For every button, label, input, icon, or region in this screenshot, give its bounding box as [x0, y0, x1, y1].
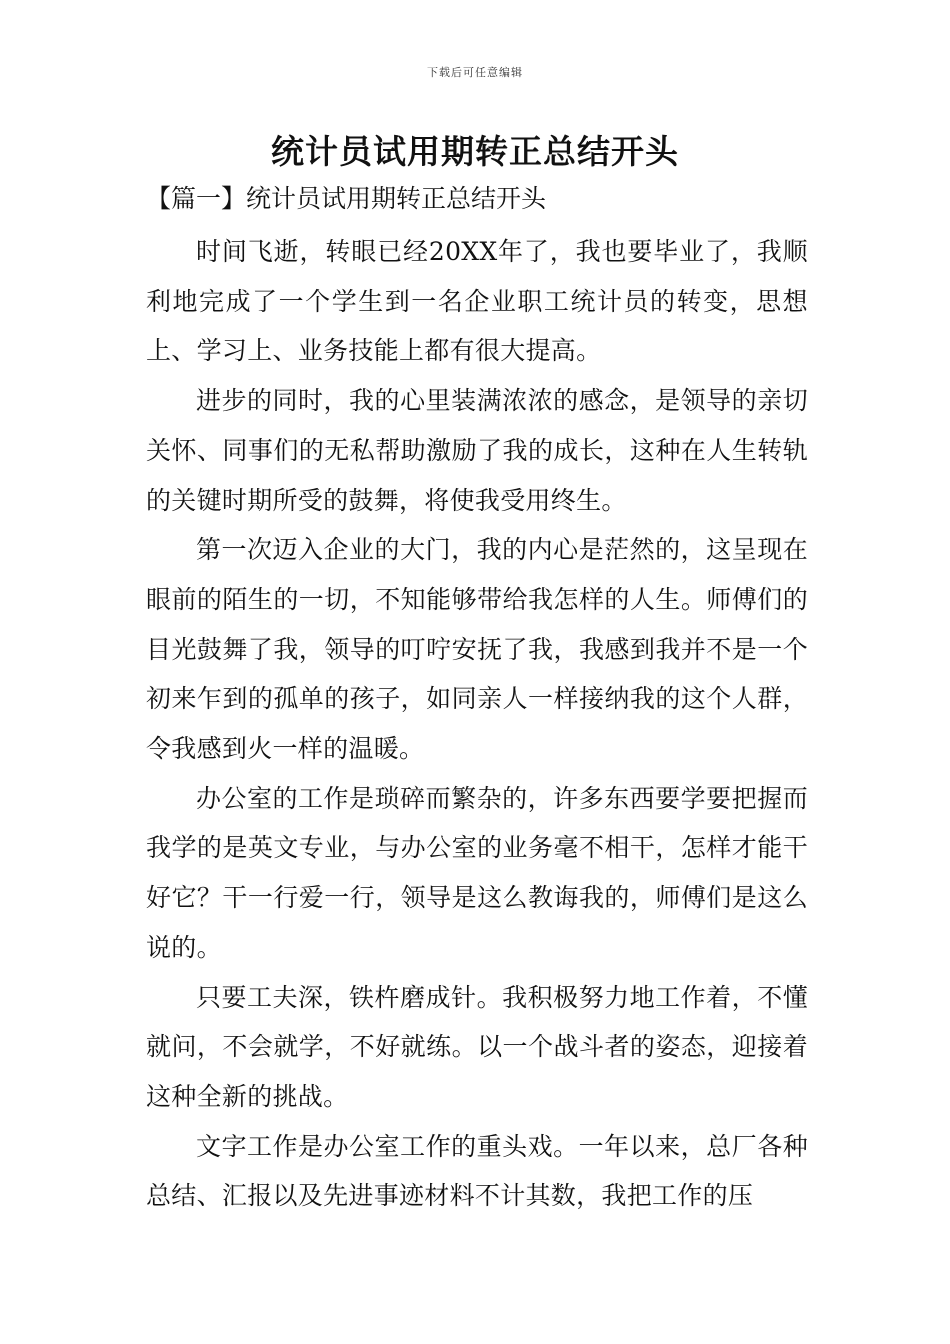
paragraph: 办公室的工作是琐碎而繁杂的，许多东西要学要把握而我学的是英文专业，与办公室的业务毫不相干，怎样才能干好它？干一行爱一行，领导是这么教诲我的，师傅们是这么说的。 [146, 783, 808, 962]
paragraph: 第一次迈入企业的大门，我的内心是茫然的，这呈现在眼前的陌生的一切，不知能够带给我怎样的人生。师傅们的目光鼓舞了我，领导的叮咛安抚了我，我感到我并不是一个初来乍到的孤单的孩子，如同亲人一样接纳我的这个人群，令我感到火一样的温暖。 [146, 535, 808, 764]
header-note: 下载后可任意编辑 [427, 66, 523, 79]
paragraph: 进步的同时，我的心里装满浓浓的感念，是领导的亲切关怀、同事们的无私帮助激励了我的成长，这种在人生转轨的关键时期所受的鼓舞，将使我受用终生。 [146, 386, 808, 515]
document-title: 统计员试用期转正总结开头 [271, 132, 679, 171]
section-heading: 【篇一】统计员试用期转正总结开头 [146, 184, 547, 213]
paragraph: 只要工夫深，铁杵磨成针。我积极努力地工作着，不懂就问，不会就学，不好就练。以一个战斗者的姿态，迎接着这种全新的挑战。 [146, 982, 808, 1111]
paragraph: 文字工作是办公室工作的重头戏。一年以来，总厂各种总结、汇报以及先进事迹材料不计其数，我把工作的压 [146, 1131, 808, 1211]
paragraph: 时间飞逝，转眼已经20XX年了，我也要毕业了，我顺利地完成了一个学生到一名企业职工统计员的转变，思想上、学习上、业务技能上都有很大提高。 [146, 237, 808, 366]
document-body [146, 227, 808, 1221]
